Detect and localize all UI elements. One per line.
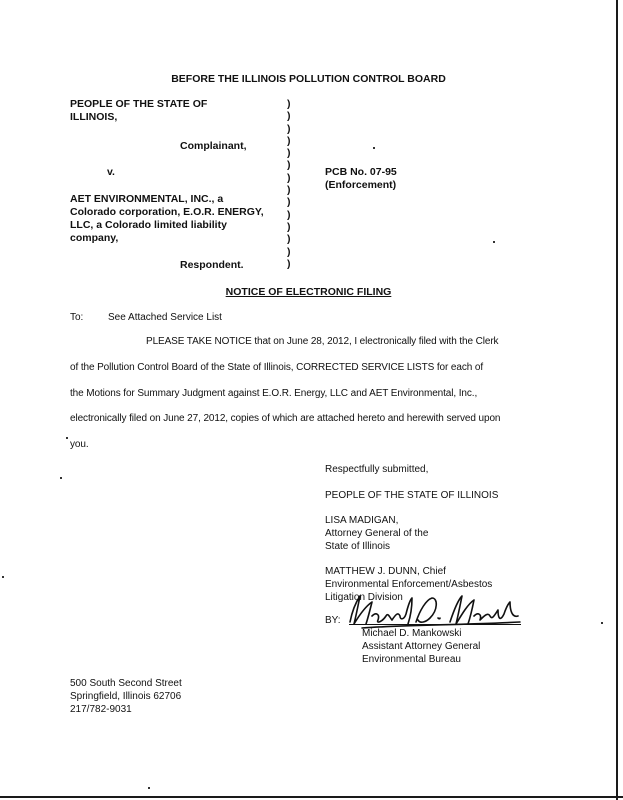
complainant-name-line-2: ILLINOIS, [70, 111, 118, 123]
scan-border-bottom [0, 796, 623, 798]
complainant-role: Complainant, [180, 140, 247, 152]
body-line-4: electronically filed on June 27, 2012, copies of which are attached hereto and herewith served upon [70, 413, 501, 424]
by-label: BY: [325, 615, 341, 626]
attorney-general-name: LISA MADIGAN, [325, 515, 399, 526]
address-line-3: 217/782-9031 [70, 704, 132, 715]
closing-party: PEOPLE OF THE STATE OF ILLINOIS [325, 490, 499, 501]
document-title: BEFORE THE ILLINOIS POLLUTION CONTROL BOARD [171, 73, 446, 85]
scan-speck [66, 437, 68, 439]
body-line-1: PLEASE TAKE NOTICE that on June 28, 2012, I electronically filed with the Clerk [146, 336, 499, 347]
scan-speck [493, 241, 495, 243]
division-chief-title-line-1: Environmental Enforcement/Asbestos [325, 579, 493, 590]
division-chief-title-line-2: Litigation Division [325, 592, 403, 603]
scan-speck [2, 576, 4, 578]
caption-brackets: ) ) ) ) ) ) ) ) ) ) ) ) ) ) [287, 98, 291, 270]
respondent-role: Respondent. [180, 259, 244, 271]
complainant-name-line-1: PEOPLE OF THE STATE OF [70, 98, 208, 110]
signer-title-line-1: Assistant Attorney General [362, 641, 481, 652]
attorney-general-title-line-1: Attorney General of the [325, 528, 429, 539]
scan-speck [60, 477, 62, 479]
scan-speck [373, 147, 375, 149]
signer-title-line-2: Environmental Bureau [362, 654, 461, 665]
respondent-name-line-4: company, [70, 232, 119, 244]
body-line-2: of the Pollution Control Board of the State of Illinois, CORRECTED SERVICE LISTS for each of [70, 362, 484, 373]
signer-name: Michael D. Mankowski [362, 628, 462, 639]
case-number: PCB No. 07-95 [325, 166, 397, 178]
respondent-name-line-1: AET ENVIRONMENTAL, INC., a [70, 193, 224, 205]
division-chief-name: MATTHEW J. DUNN, Chief [325, 566, 446, 577]
body-line-3: the Motions for Summary Judgment against E.O.R. Energy, LLC and AET Environmental, Inc., [70, 388, 478, 399]
handwritten-signature [342, 592, 524, 632]
scan-border-right [616, 0, 618, 800]
respondent-name-line-3: LLC, a Colorado limited liability [70, 219, 227, 231]
scan-speck [148, 787, 150, 789]
address-line-1: 500 South Second Street [70, 678, 182, 689]
versus-label: v. [107, 166, 115, 178]
scan-speck [601, 622, 603, 624]
to-label: To: [70, 312, 84, 323]
respondent-name-line-2: Colorado corporation, E.O.R. ENERGY, [70, 206, 264, 218]
attorney-general-title-line-2: State of Illinois [325, 541, 391, 552]
address-line-2: Springfield, Illinois 62706 [70, 691, 182, 702]
notice-heading: NOTICE OF ELECTRONIC FILING [225, 286, 392, 298]
to-value: See Attached Service List [108, 312, 222, 323]
case-type: (Enforcement) [325, 179, 397, 191]
closing-salutation: Respectfully submitted, [325, 464, 429, 475]
body-line-5: you. [70, 439, 89, 450]
